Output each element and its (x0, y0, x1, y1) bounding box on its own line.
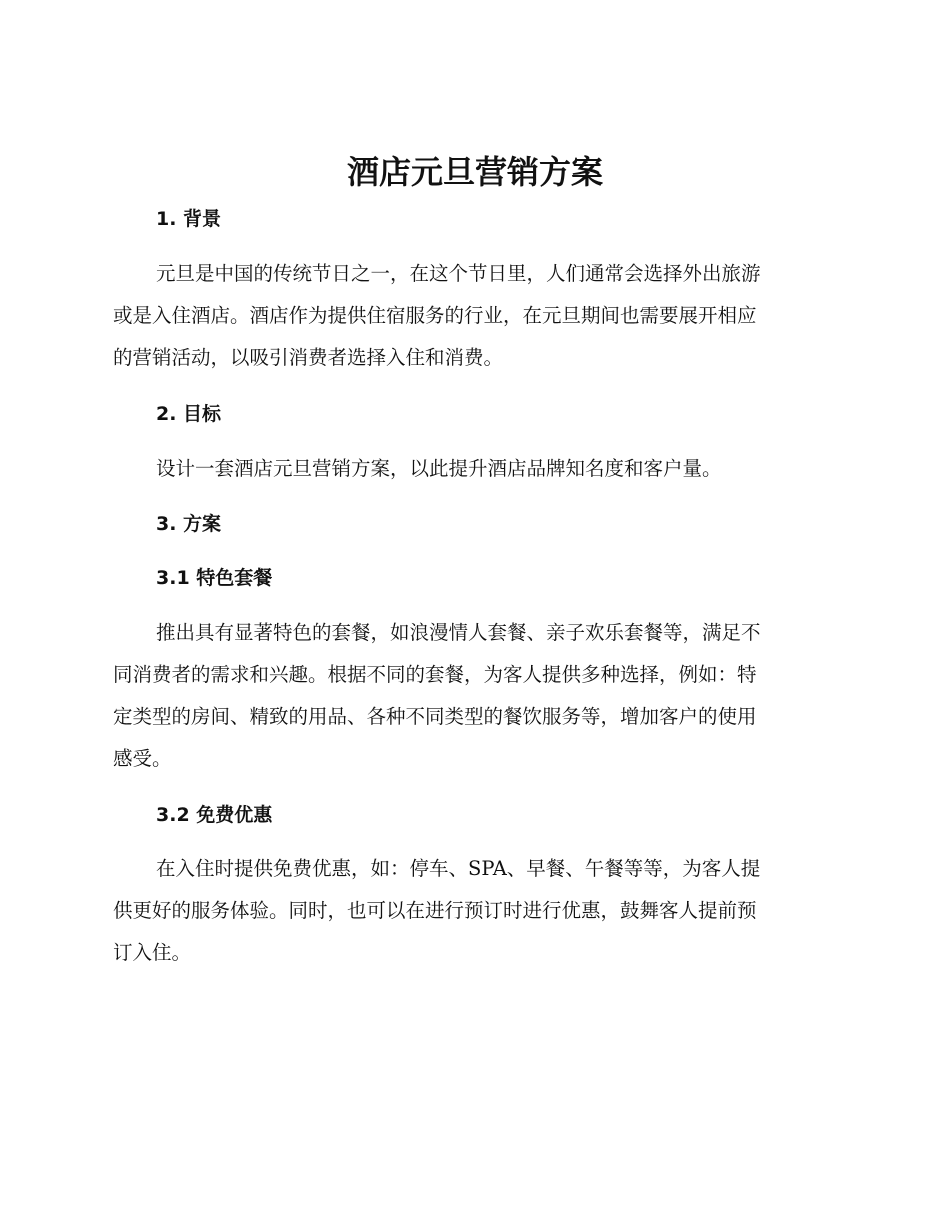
paragraph-line: 推出具有显著特色的套餐，如浪漫情人套餐、亲子欢乐套餐等，满足不 (156, 621, 761, 644)
section-heading-goal: 2. 目标 (156, 403, 222, 425)
paragraph-line: 感受。 (113, 747, 172, 770)
section-heading-free-offers: 3.2 免费优惠 (156, 804, 273, 826)
section-paragraph-special-packages (113, 612, 833, 780)
section-paragraph-goal (113, 448, 833, 490)
paragraph-line: 同消费者的需求和兴趣。根据不同的套餐，为客人提供多种选择，例如：特 (113, 663, 757, 686)
section-paragraph-background (113, 253, 833, 379)
document-title: 酒店元旦营销方案 (346, 153, 603, 191)
paragraph-line: 的营销活动，以吸引消费者选择入住和消费。 (113, 346, 504, 369)
paragraph-line: 订入住。 (113, 941, 192, 964)
section-paragraph-free-offers (113, 848, 833, 974)
paragraph-line: 元旦是中国的传统节日之一，在这个节日里，人们通常会选择外出旅游 (156, 262, 761, 285)
paragraph-line: 供更好的服务体验。同时，也可以在进行预订时进行优惠，鼓舞客人提前预 (113, 899, 757, 922)
paragraph-line: 或是入住酒店。酒店作为提供住宿服务的行业，在元旦期间也需要展开相应 (113, 304, 757, 327)
section-heading-special-packages: 3.1 特色套餐 (156, 567, 273, 589)
section-heading-background: 1. 背景 (156, 208, 222, 230)
paragraph-line: 在入住时提供免费优惠，如：停车、SPA、早餐、午餐等等，为客人提 (156, 857, 761, 880)
paragraph-line: 定类型的房间、精致的用品、各种不同类型的餐饮服务等，增加客户的使用 (113, 705, 757, 728)
section-heading-plan: 3. 方案 (156, 513, 222, 535)
paragraph-line: 设计一套酒店元旦营销方案，以此提升酒店品牌知名度和客户量。 (156, 457, 722, 480)
